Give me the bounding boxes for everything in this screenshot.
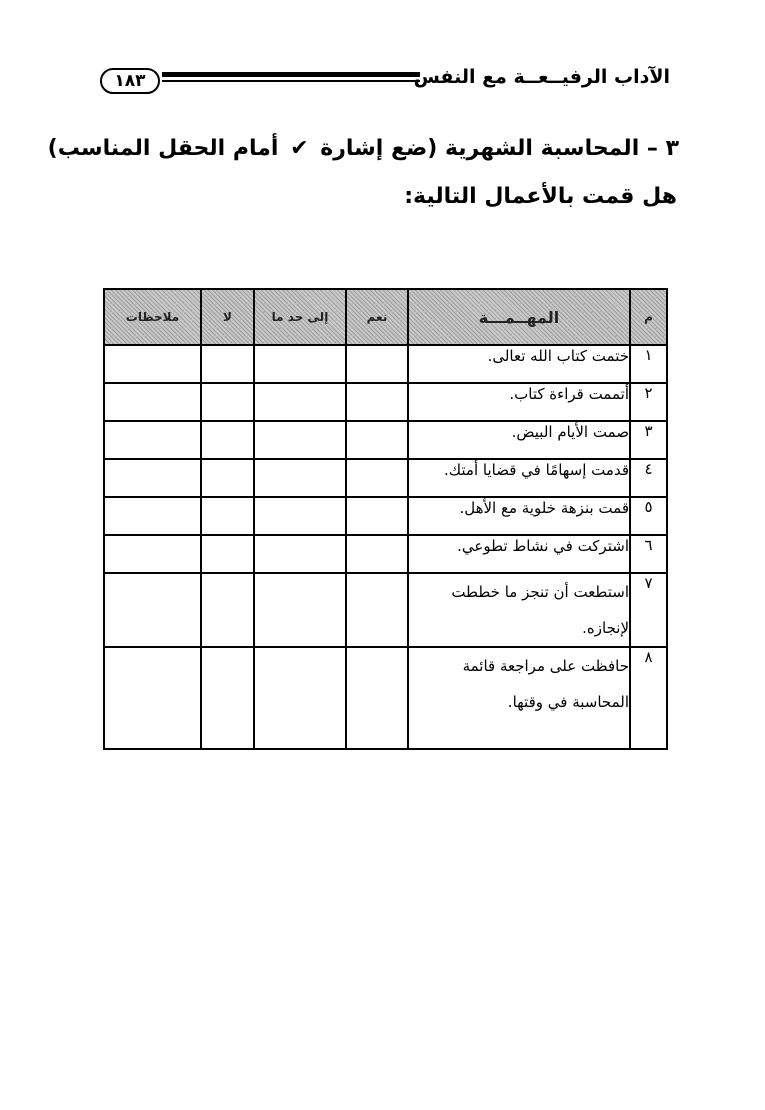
cell-yes[interactable] (346, 647, 408, 749)
row-number: ١ (630, 345, 667, 383)
cell-notes[interactable] (104, 497, 201, 535)
col-header-task: المهــمـــة (408, 289, 630, 345)
row-task: استطعت أن تنجز ما خططت لإنجازه. (408, 573, 630, 647)
row-number: ٧ (630, 573, 667, 647)
cell-yes[interactable] (346, 459, 408, 497)
cell-notes[interactable] (104, 535, 201, 573)
col-header-no: لا (201, 289, 254, 345)
cell-somewhat[interactable] (254, 421, 346, 459)
col-header-yes: نعم (346, 289, 408, 345)
cell-notes[interactable] (104, 421, 201, 459)
row-task: قمت بنزهة خلوية مع الأهل. (408, 497, 630, 535)
table-row (104, 497, 667, 535)
cell-somewhat[interactable] (254, 535, 346, 573)
row-task: صمت الأيام البيض. (408, 421, 630, 459)
cell-yes[interactable] (346, 497, 408, 535)
table-row (104, 535, 667, 573)
cell-notes[interactable] (104, 345, 201, 383)
cell-somewhat[interactable] (254, 459, 346, 497)
row-number: ٥ (630, 497, 667, 535)
cell-somewhat[interactable] (254, 383, 346, 421)
table-row (104, 647, 667, 749)
header-rule-thick (162, 72, 420, 77)
row-task: حافظت على مراجعة قائمة المحاسبة في وقتها. (408, 647, 630, 749)
cell-somewhat[interactable] (254, 647, 346, 749)
table-row (104, 383, 667, 421)
cell-no[interactable] (201, 647, 254, 749)
check-mark-icon: ✔ (290, 136, 309, 161)
row-task: أتممت قراءة كتاب. (408, 383, 630, 421)
cell-no[interactable] (201, 421, 254, 459)
cell-no[interactable] (201, 497, 254, 535)
cell-no[interactable] (201, 459, 254, 497)
cell-no[interactable] (201, 535, 254, 573)
cell-yes[interactable] (346, 345, 408, 383)
cell-no[interactable] (201, 383, 254, 421)
col-header-num: م (630, 289, 667, 345)
cell-notes[interactable] (104, 459, 201, 497)
cell-yes[interactable] (346, 383, 408, 421)
row-task: ختمت كتاب الله تعالى. (408, 345, 630, 383)
cell-yes[interactable] (346, 421, 408, 459)
page-header (100, 66, 670, 102)
monthly-checklist-table (103, 288, 668, 750)
cell-notes[interactable] (104, 383, 201, 421)
row-number: ٤ (630, 459, 667, 497)
cell-notes[interactable] (104, 647, 201, 749)
intro-question: هل قمت بالأعمال التالية: (404, 184, 677, 209)
table-row (104, 459, 667, 497)
cell-yes[interactable] (346, 535, 408, 573)
row-number: ٣ (630, 421, 667, 459)
row-task: قدمت إسهامًا في قضايا أمتك. (408, 459, 630, 497)
table-header-row (104, 289, 667, 345)
cell-no[interactable] (201, 573, 254, 647)
page-number: ١٨٣ (100, 68, 160, 94)
row-task: اشتركت في نشاط تطوعي. (408, 535, 630, 573)
header-rule-thin (162, 80, 420, 82)
row-number: ٦ (630, 535, 667, 573)
row-number: ٨ (630, 647, 667, 749)
section-title-before: ٣ – المحاسبة الشهرية (ضع إشارة (320, 136, 679, 161)
section-title (47, 136, 679, 161)
table-row (104, 421, 667, 459)
section-title-after: أمام الحقل المناسب) (47, 136, 279, 161)
header-rule (162, 72, 420, 82)
running-title: الآداب الرفيــعــة مع النفس (413, 66, 670, 88)
cell-somewhat[interactable] (254, 573, 346, 647)
table-row (104, 573, 667, 647)
table-row (104, 345, 667, 383)
col-header-somewhat: إلى حد ما (254, 289, 346, 345)
cell-notes[interactable] (104, 573, 201, 647)
cell-somewhat[interactable] (254, 497, 346, 535)
row-number: ٢ (630, 383, 667, 421)
col-header-notes: ملاحظات (104, 289, 201, 345)
cell-somewhat[interactable] (254, 345, 346, 383)
cell-yes[interactable] (346, 573, 408, 647)
cell-no[interactable] (201, 345, 254, 383)
